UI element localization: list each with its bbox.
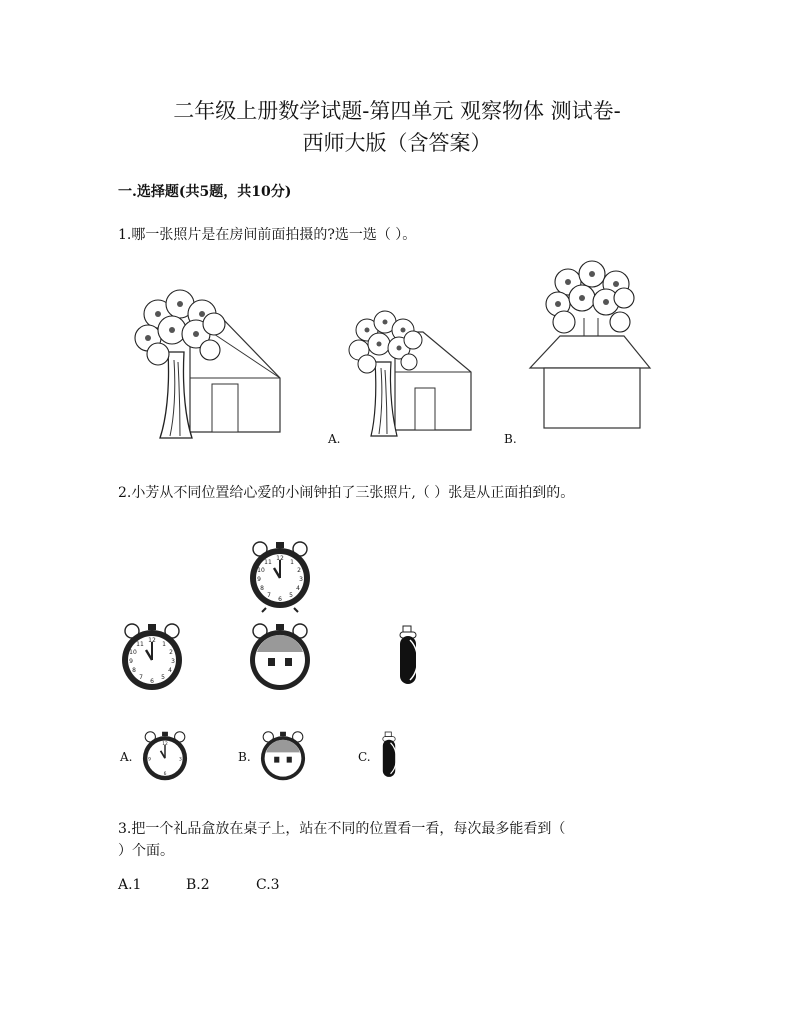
q1-option-a-picture	[345, 312, 475, 442]
svg-text:8: 8	[132, 667, 136, 674]
svg-text:5: 5	[289, 592, 293, 599]
svg-text:3: 3	[179, 757, 182, 763]
q3-option-a: A.1	[118, 877, 142, 893]
svg-text:3: 3	[171, 658, 175, 665]
q2-option-b-label: B.	[238, 750, 251, 764]
section-heading: 一.选择题(共5题，共10分)	[118, 184, 292, 200]
q2-option-a-label: A.	[120, 750, 133, 764]
svg-text:6: 6	[163, 772, 167, 778]
svg-text:6: 6	[278, 596, 282, 603]
q3-option-c: C.3	[256, 877, 280, 893]
question-1-text: 1.哪一张照片是在房间前面拍摄的?选一选（ ）。	[118, 227, 417, 243]
svg-text:8: 8	[260, 585, 264, 592]
q2-option-c-clock-icon	[378, 732, 400, 780]
svg-text:4: 4	[168, 667, 172, 674]
svg-text:12: 12	[162, 741, 168, 747]
svg-text:1: 1	[162, 641, 166, 648]
svg-text:12: 12	[148, 637, 156, 644]
svg-text:11: 11	[264, 559, 272, 566]
svg-text:11: 11	[136, 641, 144, 648]
svg-text:10: 10	[129, 649, 137, 656]
svg-text:7: 7	[267, 592, 271, 599]
svg-text:9: 9	[257, 576, 261, 583]
svg-text:9: 9	[148, 757, 151, 763]
svg-text:5: 5	[161, 674, 165, 681]
svg-text:2: 2	[297, 567, 301, 574]
svg-text:9: 9	[129, 658, 133, 665]
clock-front-icon-large	[118, 622, 186, 692]
svg-text:2: 2	[169, 649, 173, 656]
svg-text:6: 6	[150, 678, 154, 685]
clock-side-icon-large	[394, 626, 422, 688]
svg-text:12: 12	[276, 555, 284, 562]
svg-text:10: 10	[257, 567, 265, 574]
q3-option-b: B.2	[186, 877, 210, 893]
clock-front-icon	[246, 540, 314, 610]
svg-text:4: 4	[296, 585, 300, 592]
q1-picture-main	[130, 290, 290, 450]
svg-text:7: 7	[139, 674, 143, 681]
q2-option-a-clock-icon	[140, 730, 190, 782]
q1-option-b-label: B.	[504, 432, 517, 446]
page-title-line1: 二年级上册数学试题-第四单元 观察物体 测试卷-	[173, 99, 621, 123]
question-3-text-line1: 3.把一个礼品盒放在桌子上，站在不同的位置看一看，每次最多能看到（	[118, 821, 566, 837]
question-3-text-line2: ）个面。	[118, 843, 174, 859]
q2-option-c-label: C.	[358, 750, 371, 764]
svg-text:1: 1	[290, 559, 294, 566]
q1-option-a-label: A.	[328, 432, 341, 446]
svg-text:3: 3	[299, 576, 303, 583]
page-title-line2: 西师大版（含答案）	[302, 131, 492, 155]
clock-back-icon-large	[246, 622, 314, 692]
question-2-text: 2.小芳从不同位置给心爱的小闹钟拍了三张照片,（ ）张是从正面拍到的。	[118, 485, 575, 501]
q2-option-b-clock-icon	[258, 730, 308, 782]
q1-option-b-picture	[528, 262, 652, 434]
